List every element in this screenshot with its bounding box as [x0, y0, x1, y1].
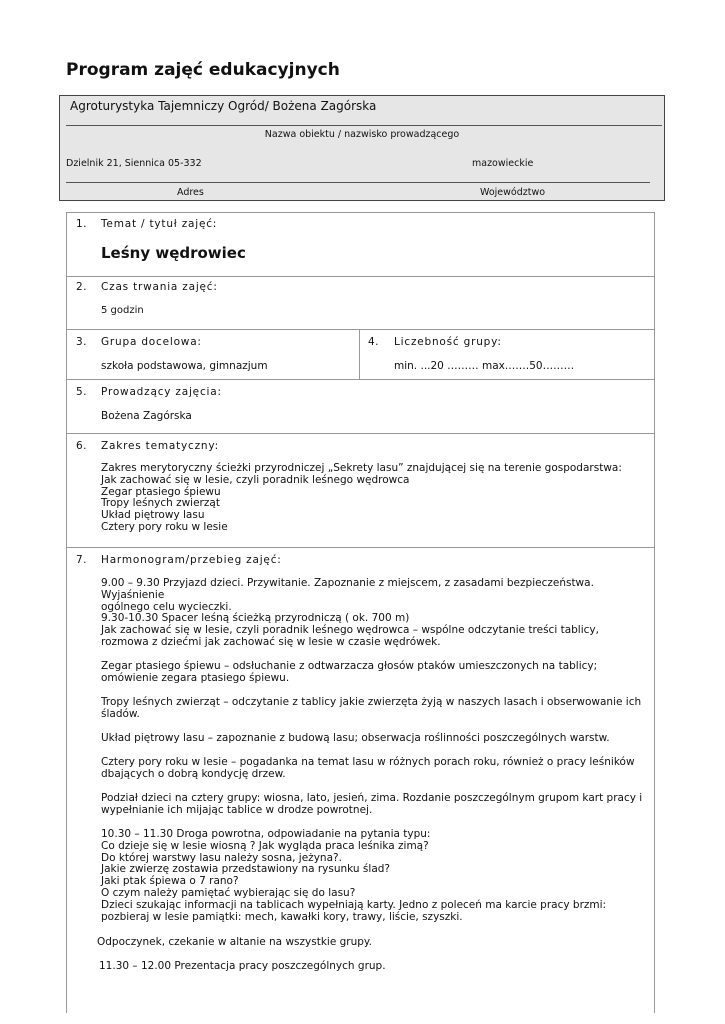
header-box	[59, 95, 665, 201]
section-label: Grupa docelowa:	[101, 336, 202, 348]
section-schedule	[67, 548, 654, 1018]
document-title: Program zajęć edukacyjnych	[66, 60, 340, 80]
section-number: 6.	[76, 440, 88, 452]
section-duration	[67, 277, 654, 330]
section-label: Temat / tytuł zajęć:	[101, 218, 218, 230]
section-leader	[67, 380, 654, 434]
schedule-paragraph: 9.30-10.30 Spacer leśną ścieżką przyrodniczą ( ok. 700 m) Jak zachować się w lesie, czyli poradnik leśnego wędrowca – wspólne odczytanie treści tablicy, rozmowa z dziećmi jak zachować się w lesie w czasie wędrówek.	[101, 612, 599, 648]
leader-value: Bożena Zagórska	[101, 410, 192, 422]
section-number: 5.	[76, 386, 88, 398]
facility-name: Agroturystyka Tajemniczy Ogród/ Bożena Zagórska	[70, 99, 377, 113]
address-caption: Adres	[177, 187, 204, 198]
schedule-paragraph: 11.30 – 12.00 Prezentacja pracy poszczególnych grup.	[99, 960, 386, 972]
section-number: 1.	[76, 218, 88, 230]
name-caption: Nazwa obiektu / nazwisko prowadzącego	[264, 129, 460, 140]
section-number: 4.	[368, 336, 380, 348]
section-number: 3.	[76, 336, 88, 348]
schedule-paragraph: Układ piętrowy lasu – zapoznanie z budową lasu; obserwacja roślinności poszczególnych warstw.	[101, 732, 610, 744]
scope-text: Zakres merytoryczny ścieżki przyrodniczej „Sekrety lasu” znajdującej się na terenie gospodarstwa: Jak zachować się w lesie, czyli poradnik leśnego wędrowca Zegar ptasiego śpiewu Tropy leśnych zwierząt Układ piętrowy lasu Cztery pory roku w lesie	[101, 462, 622, 533]
section-label: Prowadzący zajęcia:	[101, 386, 222, 398]
section-number: 2.	[76, 281, 88, 293]
section-label: Liczebność grupy:	[394, 336, 502, 348]
section-label: Harmonogram/przebieg zajęć:	[101, 554, 282, 566]
section-topic	[67, 213, 654, 277]
schedule-paragraph: Odpoczynek, czekanie w altanie na wszystkie grupy.	[97, 936, 372, 948]
divider	[66, 182, 650, 183]
schedule-paragraph: 9.00 – 9.30 Przyjazd dzieci. Przywitanie. Zapoznanie z miejscem, z zasadami bezpieczeństwa. Wyjaśnienie ogólnego celu wycieczki.	[101, 577, 594, 613]
schedule-paragraph: Zegar ptasiego śpiewu – odsłuchanie z odtwarzacza głosów ptaków umieszczonych na tablicy; omówienie zegara ptasiego śpiewu.	[101, 660, 598, 684]
schedule-paragraph: Tropy leśnych zwierząt – odczytanie z tablicy jakie zwierzęta żyją w naszych lasach i obserwowanie ich śladów.	[101, 696, 642, 720]
target-group-value: szkoła podstawowa, gimnazjum	[101, 360, 268, 372]
region-caption: Województwo	[480, 187, 546, 198]
schedule-paragraph: Cztery pory roku w lesie – pogadanka na temat lasu w różnych porach roku, również o pracy leśników dbających o dobrą kondycję drzew.	[101, 756, 635, 780]
duration-value: 5 godzin	[101, 305, 144, 316]
section-group	[67, 330, 654, 380]
column-divider	[359, 330, 360, 379]
program-table	[66, 212, 655, 1013]
topic-value: Leśny wędrowiec	[101, 244, 246, 262]
section-label: Zakres tematyczny:	[101, 440, 219, 452]
schedule-paragraph: 10.30 – 11.30 Droga powrotna, odpowiadanie na pytania typu: Co dzieje się w lesie wiosną ? Jak wygląda praca leśnika zimą? Do której warstwy lasu należy sosna, jeżyna?. Jakie zwierzę zostawia przedstawiony na rysunku ślad? Jaki ptak śpiewa o 7 rano? O czym należy pamiętać wybierając się do lasu? Dzieci szukając informacji na tablicach wypełniają karty. Jedno z poleceń ma karcie pracy brzmi: pozbieraj w lesie pamiątki: mech, kawałki kory, trawy, liście, szyszki.	[101, 828, 607, 923]
group-size-value: min. ...20 ……… max.……50………	[394, 360, 575, 372]
section-label: Czas trwania zajęć:	[101, 281, 218, 293]
section-number: 7.	[76, 554, 88, 566]
address-value: Dzielnik 21, Siennica 05-332	[66, 158, 202, 169]
region-value: mazowieckie	[472, 158, 534, 169]
schedule-paragraph: Podział dzieci na cztery grupy: wiosna, lato, jesień, zima. Rozdanie poszczególnym grupom kart pracy i wypełnianie ich mijając tablice w drodze powrotnej.	[101, 792, 643, 816]
section-scope	[67, 434, 654, 548]
divider	[66, 125, 662, 126]
